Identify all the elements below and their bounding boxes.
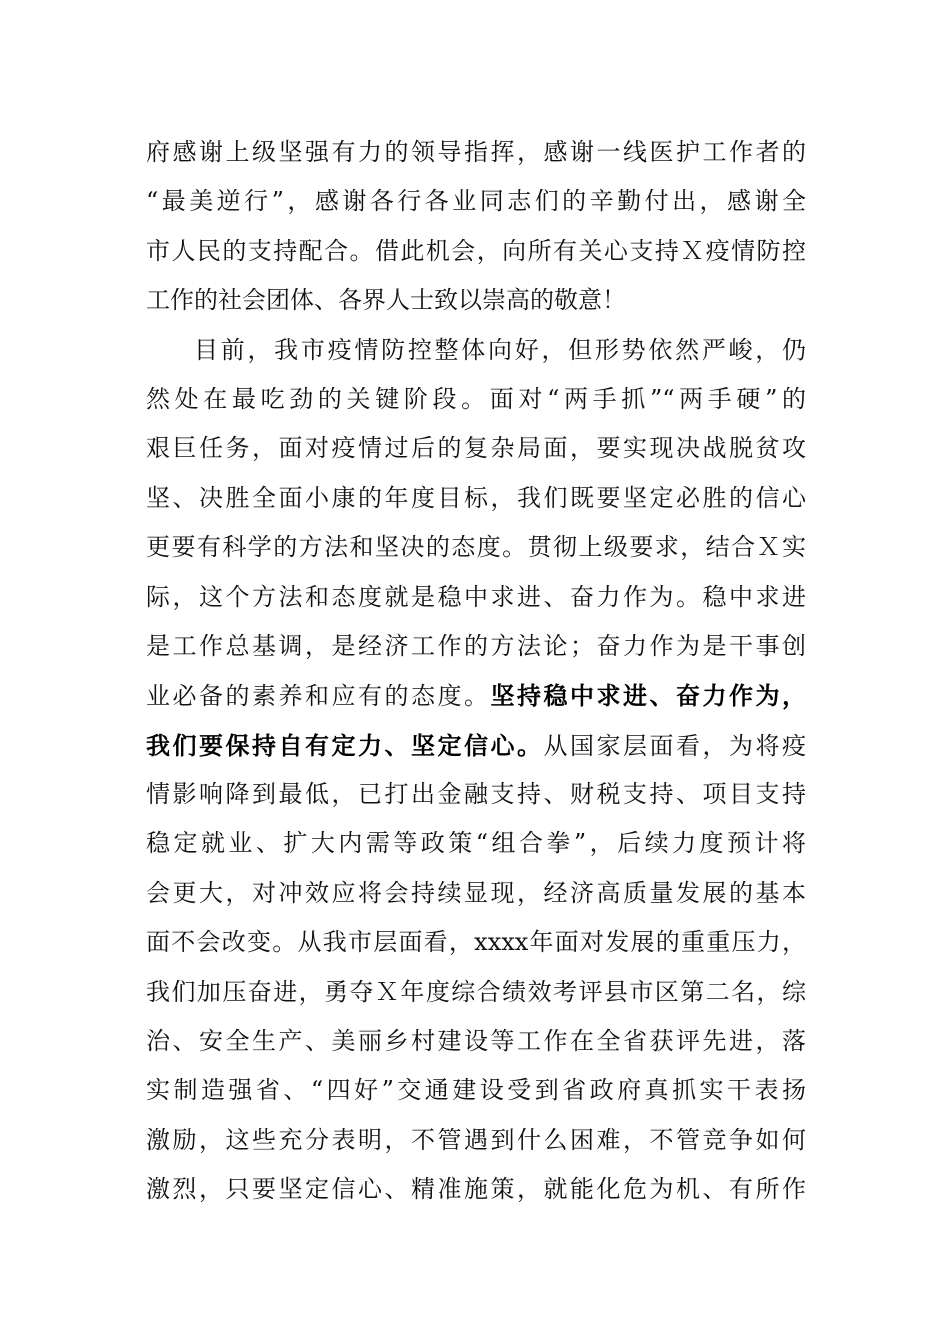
bold-heading-part-2: 我们要保持自有定力、坚定信心。 [146,730,544,760]
paragraph-2-line-8-text: 业必备的素养和应有的态度。 [146,682,491,711]
paragraph-1-line-4: 工作的社会团体、各界人士致以崇高的敬意！ [146,286,626,315]
paragraph-2-line-2: 然处在最吃劲的关键阶段。面对“两手抓”“两手硬”的 [146,384,806,413]
paragraph-2-line-5: 更要有科学的方法和坚决的态度。贯彻上级要求，结合Ｘ实 [146,533,806,562]
paragraph-2-line-8 [146,671,806,720]
paragraph-2-line-7: 是工作总基调，是经济工作的方法论；奋力作为是干事创 [146,631,806,660]
paragraph-2-line-9 [146,721,806,770]
paragraph-2-line-11: 稳定就业、扩大内需等政策“组合拳”，后续力度预计将 [146,829,806,858]
paragraph-2-line-6: 际，这个方法和态度就是稳中求进、奋力作为。稳中求进 [146,582,806,611]
paragraph-1-line-1: 府感谢上级坚强有力的领导指挥，感谢一线医护工作者的 [146,138,806,166]
paragraph-2-line-13: 面不会改变。从我市层面看，xxxx年面对发展的重重压力， [146,928,806,957]
paragraph-2-line-12: 会更大，对冲效应将会持续显现，经济高质量发展的基本 [146,878,806,907]
paragraph-1-line-2: “最美逆行”，感谢各行各业同志们的辛勤付出，感谢全 [146,187,806,216]
paragraph-2-line-18: 激烈，只要坚定信心、精准施策，就能化危为机、有所作 [146,1175,806,1204]
paragraph-2-line-4: 坚、决胜全面小康的年度目标，我们既要坚定必胜的信心 [146,483,806,512]
paragraph-2-line-3: 艰巨任务，面对疫情过后的复杂局面，要实现决战脱贫攻 [146,434,806,463]
document-body [146,128,806,1215]
paragraph-1-line-3: 市人民的支持配合。借此机会，向所有关心支持Ｘ疫情防控 [146,236,806,265]
paragraph-2-line-17: 激励，这些充分表明，不管遇到什么困难，不管竞争如何 [146,1125,806,1154]
paragraph-2-line-15: 治、安全生产、美丽乡村建设等工作在全省获评先进，落 [146,1027,806,1056]
paragraph-2-line-16: 实制造强省、“四好”交通建设受到省政府真抓实干表扬 [146,1076,806,1105]
paragraph-2-line-9-text: 从国家层面看，为将疫 [543,731,806,760]
paragraph-2-line-10: 情影响降到最低，已打出金融支持、财税支持、项目支持 [146,780,806,809]
paragraph-2-line-14: 我们加压奋进，勇夺Ｘ年度综合绩效考评县市区第二名，综 [146,977,806,1006]
paragraph-2-line-1: 目前，我市疫情防控整体向好，但形势依然严峻，仍 [194,335,806,364]
bold-heading-part-1: 坚持稳中求进、奋力作为， [490,681,806,711]
